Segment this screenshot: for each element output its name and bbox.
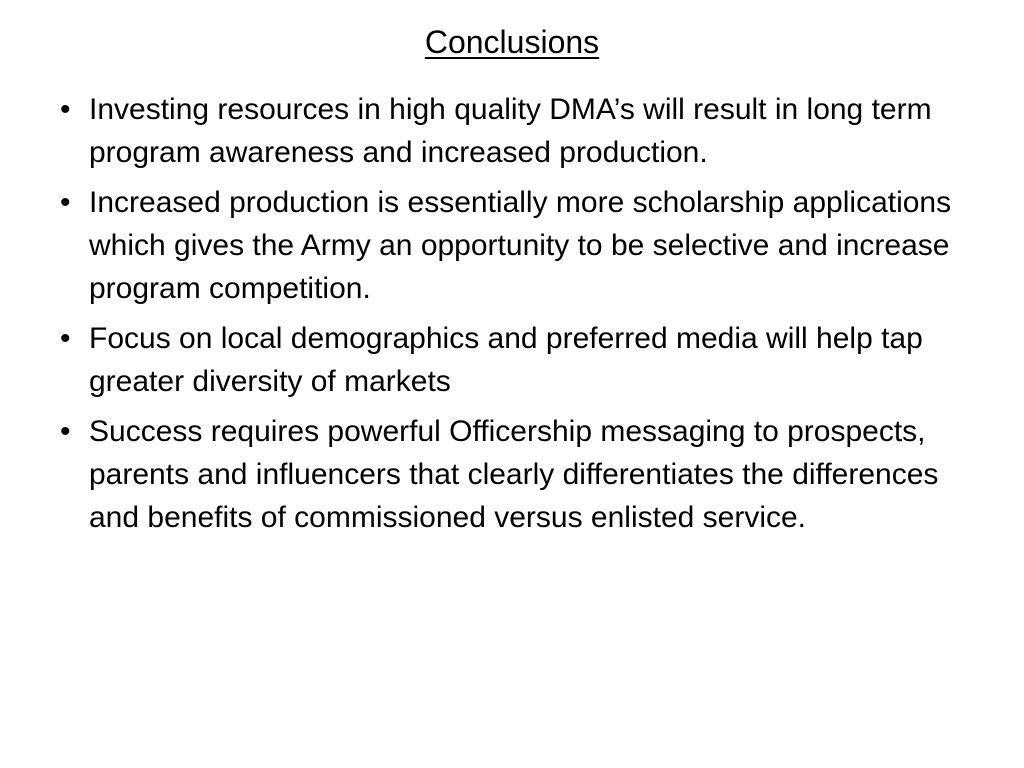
bullet-text: Increased production is essentially more scholarship applications which gives the Army an opportunity to be selective and increase program competition. bbox=[89, 186, 952, 305]
bullet-item bbox=[60, 88, 960, 174]
bullet-dot-icon: • bbox=[60, 415, 71, 448]
bullet-text: Focus on local demographics and preferred media will help tap greater diversity of markets bbox=[89, 322, 923, 398]
slide-title: Conclusions bbox=[424, 24, 600, 60]
bullet-item bbox=[60, 317, 960, 403]
bullet-text: Success requires powerful Officership messaging to prospects, parents and influencers that clearly differentiates the differences and benefits of commissioned versus enlisted service. bbox=[89, 415, 939, 534]
bullet-dot-icon: • bbox=[60, 322, 71, 355]
bullet-dot-icon: • bbox=[60, 93, 71, 126]
bullet-item bbox=[60, 410, 960, 539]
bullet-dot-icon: • bbox=[60, 186, 71, 219]
bullet-item bbox=[60, 181, 960, 310]
bullet-list bbox=[60, 88, 960, 546]
bullet-text: Investing resources in high quality DMA’s will result in long term program awareness and increased production. bbox=[89, 93, 932, 169]
